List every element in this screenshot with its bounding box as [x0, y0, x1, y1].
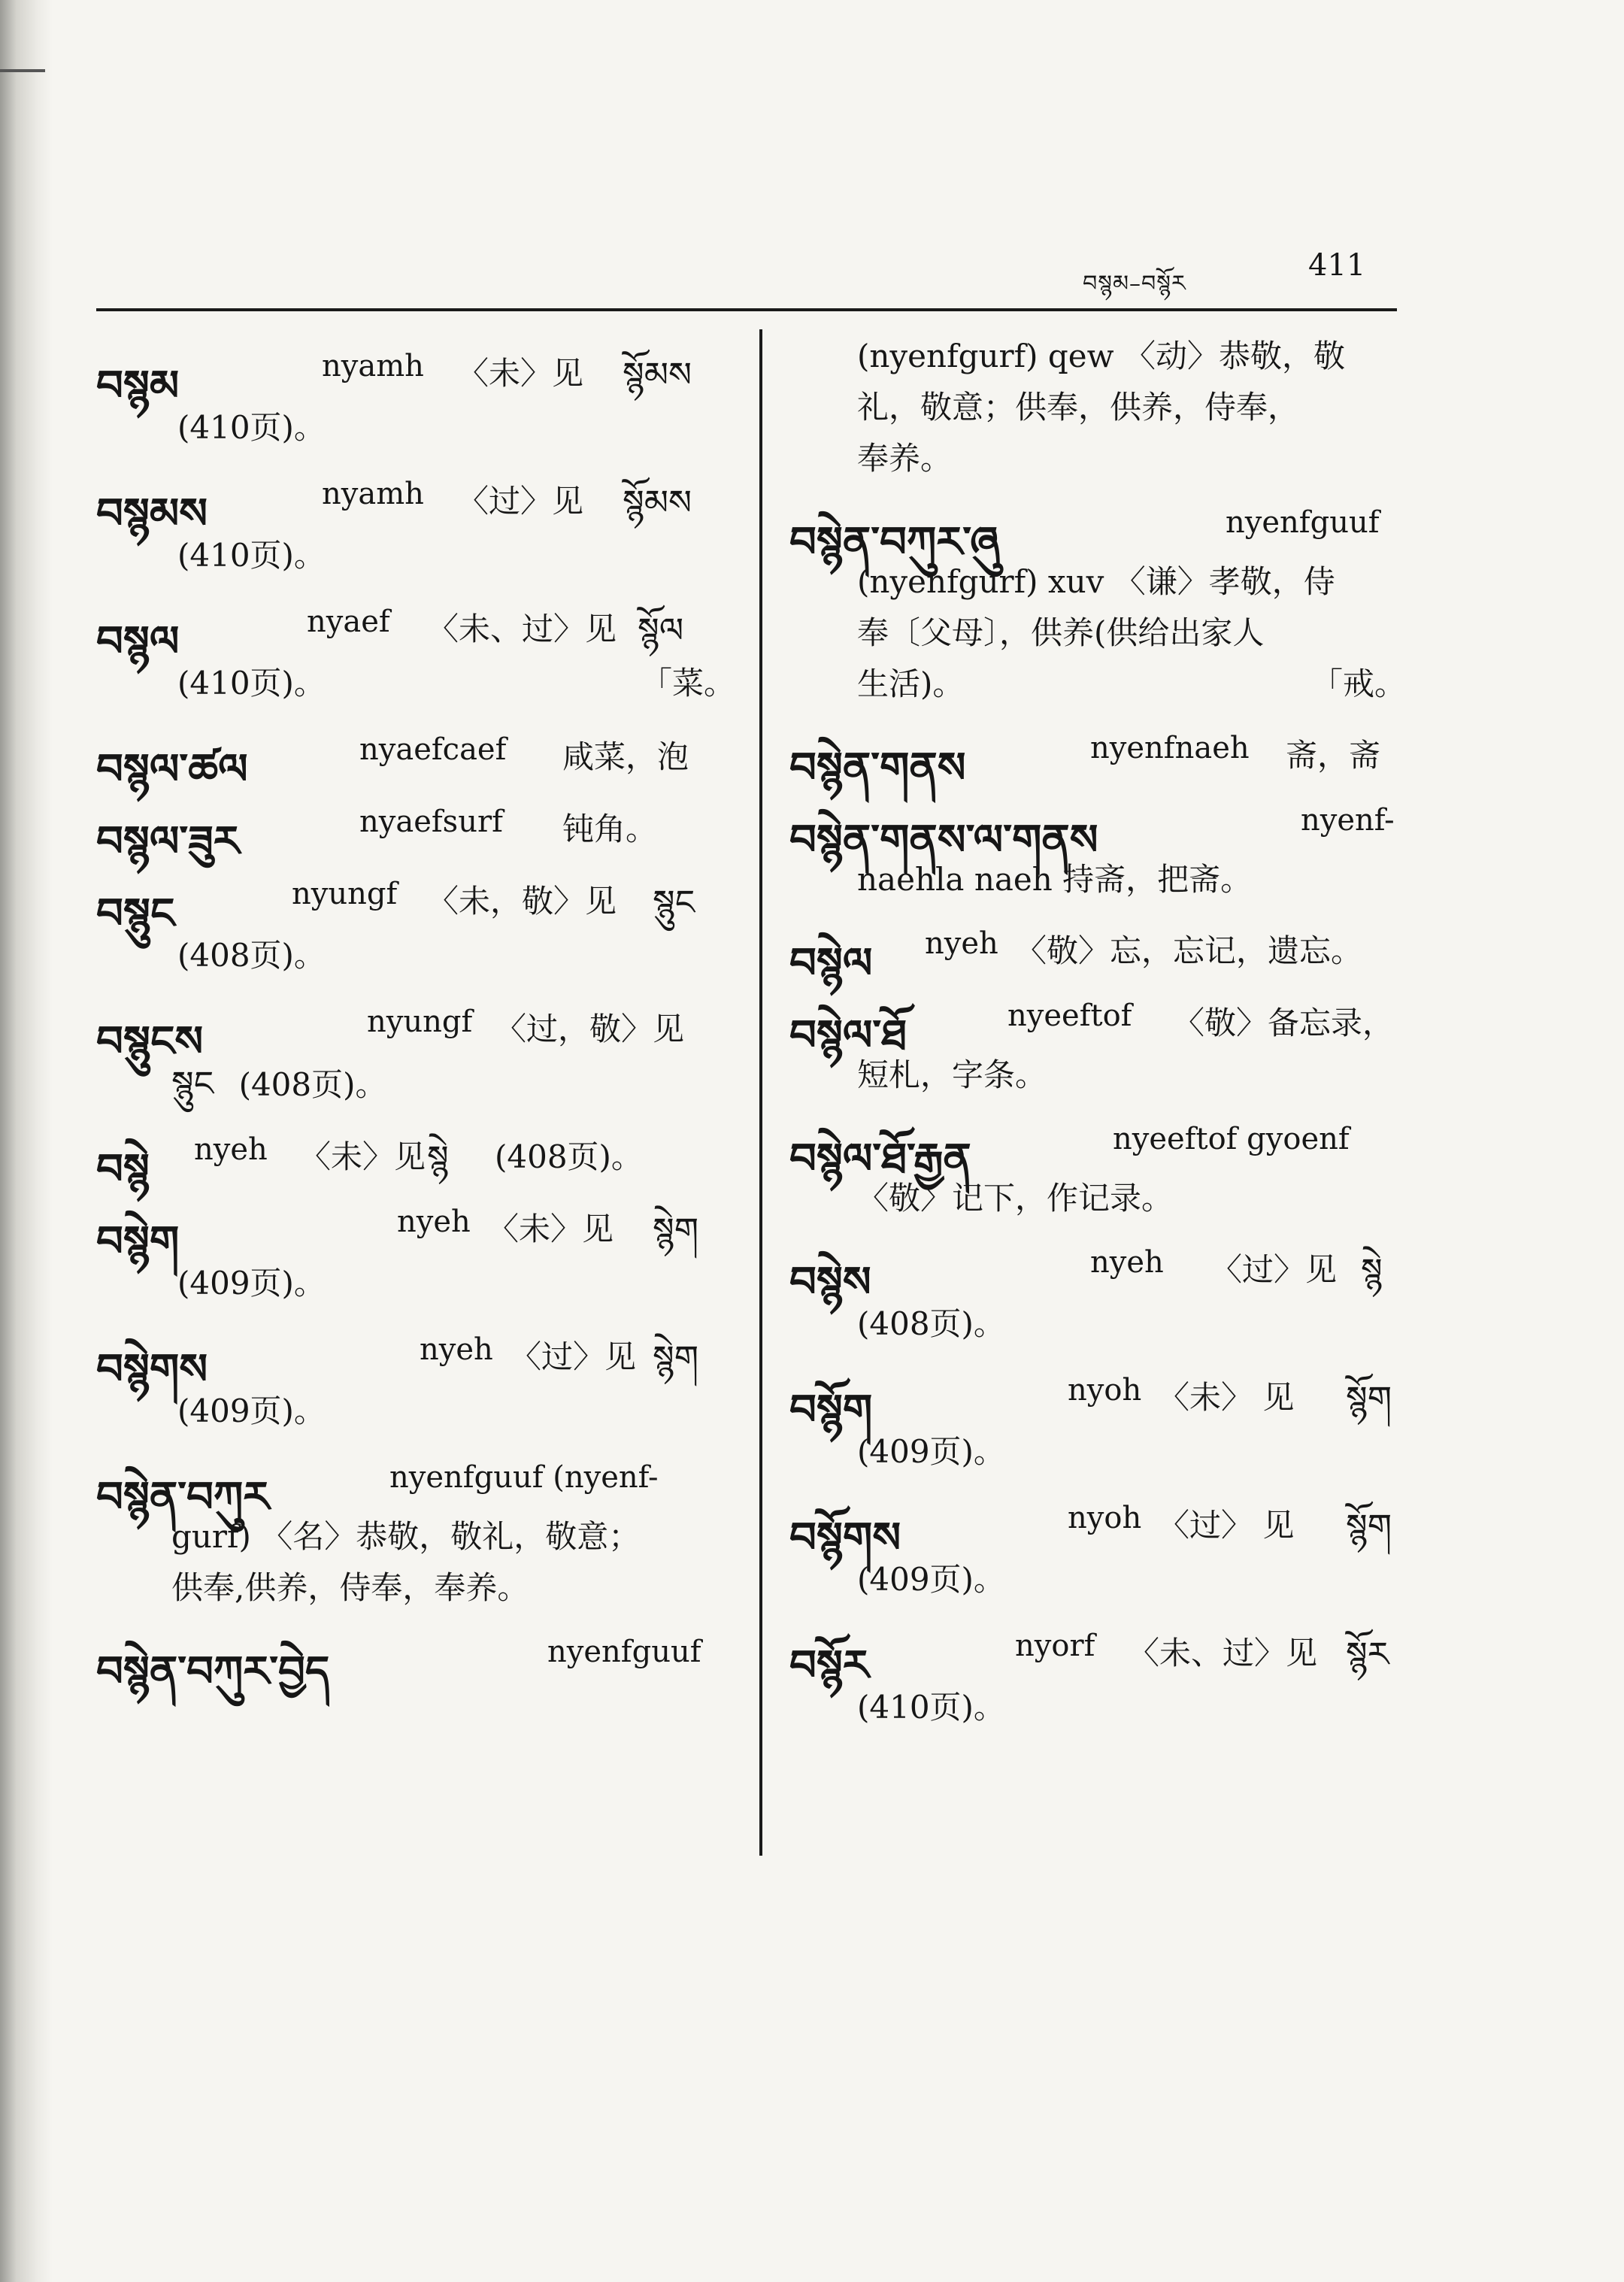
entry-definition: 〈过，敬〉见: [495, 1011, 685, 1047]
entry-crossref: སྙེག: [653, 1210, 699, 1250]
dictionary-entry: [789, 1611, 1406, 1735]
entry-headword: བསྙེན་གནས་ལ་གནས: [789, 816, 1098, 865]
entry-continuation: 奉养。: [857, 440, 953, 477]
entry-romanization: nyaefcaef: [359, 732, 507, 767]
entry-romanization: nyenfnaeh: [1090, 731, 1250, 765]
entry-headword: བསྙོག: [789, 1386, 873, 1435]
entry-romanization: nyoh: [1068, 1501, 1142, 1535]
entry-headword: བསྙེལ་ཐོ་རྒྱན: [789, 1135, 971, 1183]
right-column: [789, 331, 1406, 1738]
entry-headword: བསྙེལ: [789, 939, 873, 988]
page-header: [1083, 248, 1398, 301]
entry-continuation: naehla naeh 持斋，把斋。: [857, 861, 1253, 898]
entry-headword: བསྙེན་བཀུར་ཞུ: [789, 518, 1000, 567]
entry-crossref: སྙོམས: [623, 354, 692, 395]
entry-crossref: སྙེ: [427, 1138, 449, 1178]
entry-continuation: 供奉,供养，侍奉，奉养。: [171, 1569, 529, 1606]
dictionary-entry: [789, 1227, 1406, 1352]
dictionary-entry: [96, 986, 735, 1111]
entry-definition: 〈过〉见: [1210, 1251, 1338, 1288]
entry-headword: བསྙུང: [96, 889, 175, 938]
entry-romanization: nyorf: [1015, 1629, 1095, 1663]
entry-continuation: 礼，敬意；供奉，供养，侍奉，: [857, 389, 1300, 426]
entry-crossref: སྙོག: [1346, 1506, 1392, 1547]
header-rule: [96, 308, 1397, 311]
dictionary-entry-continued: [789, 331, 1406, 484]
entry-definition: 〈敬〉备忘录，: [1173, 1005, 1395, 1041]
entry-definition: 〈过〉见: [457, 483, 584, 520]
entry-headword: བསྙེ: [96, 1145, 150, 1194]
entry-page-ref: (410页)。: [857, 1689, 1005, 1726]
entry-continuation: 短札，字条。: [857, 1056, 1047, 1093]
entry-continuation: 生活)。: [857, 665, 965, 702]
entry-headword: བསྙལ་ཚལ: [96, 745, 248, 794]
entry-definition: 〈未〉见: [299, 1138, 426, 1175]
entry-definition: 〈未、过〉见: [1128, 1635, 1318, 1671]
entry-romanization: nyenfguuf: [1226, 505, 1380, 540]
dictionary-entry: [789, 1104, 1406, 1224]
entry-continuation: (nyenfgurf) qew 〈动〉恭敬，敬: [857, 338, 1345, 374]
entry-definition: 〈未〉 见: [1158, 1379, 1295, 1416]
entry-crossref: སྙུང: [653, 882, 695, 923]
entry-romanization: nyenfguuf: [547, 1635, 701, 1669]
entry-definition: 〈未〉见: [487, 1211, 614, 1247]
entry-romanization: nyeh: [1090, 1245, 1164, 1280]
entry-definition: 〈未，敬〉见: [427, 883, 617, 920]
entry-headword: བསྙལ་ཟུར: [96, 817, 240, 866]
dictionary-entry: [96, 859, 735, 983]
entry-headword: བསྙེལ་ཐོ: [789, 1011, 907, 1060]
dictionary-entry: [789, 487, 1406, 710]
entry-headword: བསྙེན་གནས: [789, 744, 966, 792]
entry-page-ref: (410页)。: [177, 537, 326, 574]
entry-definition: 〈敬〉忘，忘记，遗忘。: [1015, 932, 1363, 969]
entry-headword: བསྙམ: [96, 362, 180, 411]
dictionary-entry: [96, 459, 735, 583]
dictionary-entry: [96, 1442, 735, 1614]
left-column: [96, 331, 735, 1696]
entry-headword: བསྙེན་བཀུར་བྱེད: [96, 1647, 330, 1696]
dictionary-entry: [789, 1483, 1406, 1608]
entry-headword: བསྙོར: [789, 1641, 869, 1690]
entry-definition: 〈过〉 见: [1158, 1507, 1295, 1544]
entry-romanization: nyenf-: [1301, 803, 1395, 838]
margin-note: 「菜。: [640, 665, 735, 702]
entry-romanization: nyenfguuf (nyenf-: [389, 1460, 659, 1495]
dictionary-entry: [96, 1617, 735, 1696]
entry-romanization: nyungf: [367, 1005, 473, 1039]
entry-headword: བསྙམས: [96, 489, 208, 538]
entry-definition: 〈未〉见: [457, 355, 584, 392]
entry-definition: 咸菜，泡: [562, 738, 689, 775]
entry-romanization: nyeeftof gyoenf: [1113, 1122, 1350, 1156]
dictionary-entry: [96, 331, 735, 456]
dictionary-entry: [789, 713, 1406, 792]
entry-definition: 〈未、过〉见: [427, 611, 617, 647]
entry-page-ref: (408页)。: [857, 1305, 1005, 1342]
entry-headword: བསྙོགས: [789, 1514, 901, 1562]
entry-page-ref: (409页)。: [177, 1265, 326, 1302]
entry-romanization: nyeeftof: [1007, 999, 1132, 1033]
entry-headword: བསྙེས: [789, 1258, 871, 1307]
entry-definition: 斋，斋: [1286, 737, 1381, 774]
margin-note: 「戒。: [1310, 665, 1406, 702]
entry-romanization: nyeh: [397, 1205, 471, 1239]
entry-page-ref: (409页)。: [177, 1393, 326, 1429]
entry-romanization: nyeh: [194, 1132, 268, 1167]
entry-headword: བསྙེགས: [96, 1345, 208, 1394]
entry-crossref: སྙོམས: [623, 482, 692, 523]
entry-continuation: (nyenfgurf) xuv 〈谦〉孝敬，侍: [857, 563, 1335, 600]
page-number: 411: [1308, 248, 1366, 283]
entry-romanization: nyamh: [322, 477, 424, 511]
dictionary-entry: [96, 1186, 735, 1311]
dictionary-entry: [789, 908, 1406, 988]
entry-crossref: སྙོག: [1346, 1378, 1392, 1419]
entry-definition: 〈过〉见: [510, 1338, 637, 1375]
entry-page-ref: (409页)。: [857, 1561, 1005, 1598]
entry-crossref: སྙེག: [653, 1338, 699, 1378]
entry-page-ref: (408页)。: [177, 937, 326, 974]
entry-crossref: སྙོལ: [638, 610, 684, 650]
entry-romanization: nyeh: [420, 1332, 493, 1367]
dictionary-entry: [789, 980, 1406, 1101]
dictionary-entry: [96, 586, 735, 711]
entry-crossref: སྙུང: [171, 1063, 214, 1104]
entry-page-ref: (409页)。: [857, 1433, 1005, 1470]
entry-crossref: སྙེ: [1361, 1250, 1383, 1291]
entry-romanization: nyungf: [292, 877, 398, 911]
entry-crossref: སྙོར: [1346, 1634, 1389, 1674]
dictionary-entry: [789, 1355, 1406, 1480]
entry-continuation: 奉〔父母〕，供养(供给出家人: [857, 614, 1265, 651]
running-head: བསྙམ–བསྙོར: [1083, 271, 1186, 297]
dictionary-entry: [96, 1114, 735, 1194]
dictionary-entry: [96, 1314, 735, 1439]
dictionary-entry: [96, 714, 735, 794]
entry-headword: བསྙལ: [96, 617, 180, 666]
entry-definition: 钝角。: [562, 811, 658, 847]
entry-page-ref: (408页)。: [238, 1066, 387, 1103]
entry-romanization: nyeh: [925, 926, 998, 961]
entry-continuation: gurf) 〈名〉恭敬，敬礼，敬意；: [171, 1518, 641, 1555]
dictionary-entry: [789, 785, 1406, 905]
entry-romanization: nyoh: [1068, 1373, 1142, 1408]
entry-romanization: nyamh: [322, 349, 424, 383]
entry-page-ref: (408页)。: [495, 1138, 643, 1175]
entry-romanization: nyaefsurf: [359, 805, 503, 839]
entry-romanization: nyaef: [307, 605, 390, 639]
entry-page-ref: (410页)。: [177, 665, 326, 702]
entry-headword: བསྙེག: [96, 1217, 180, 1266]
dictionary-entry: [96, 786, 735, 866]
column-divider: [759, 329, 762, 1856]
entry-page-ref: (410页)。: [177, 409, 326, 446]
entry-continuation: 〈敬〉记下，作记录。: [857, 1180, 1174, 1217]
entry-headword: བསྙེན་བཀུར: [96, 1473, 270, 1522]
entry-headword: བསྙུངས: [96, 1017, 204, 1066]
